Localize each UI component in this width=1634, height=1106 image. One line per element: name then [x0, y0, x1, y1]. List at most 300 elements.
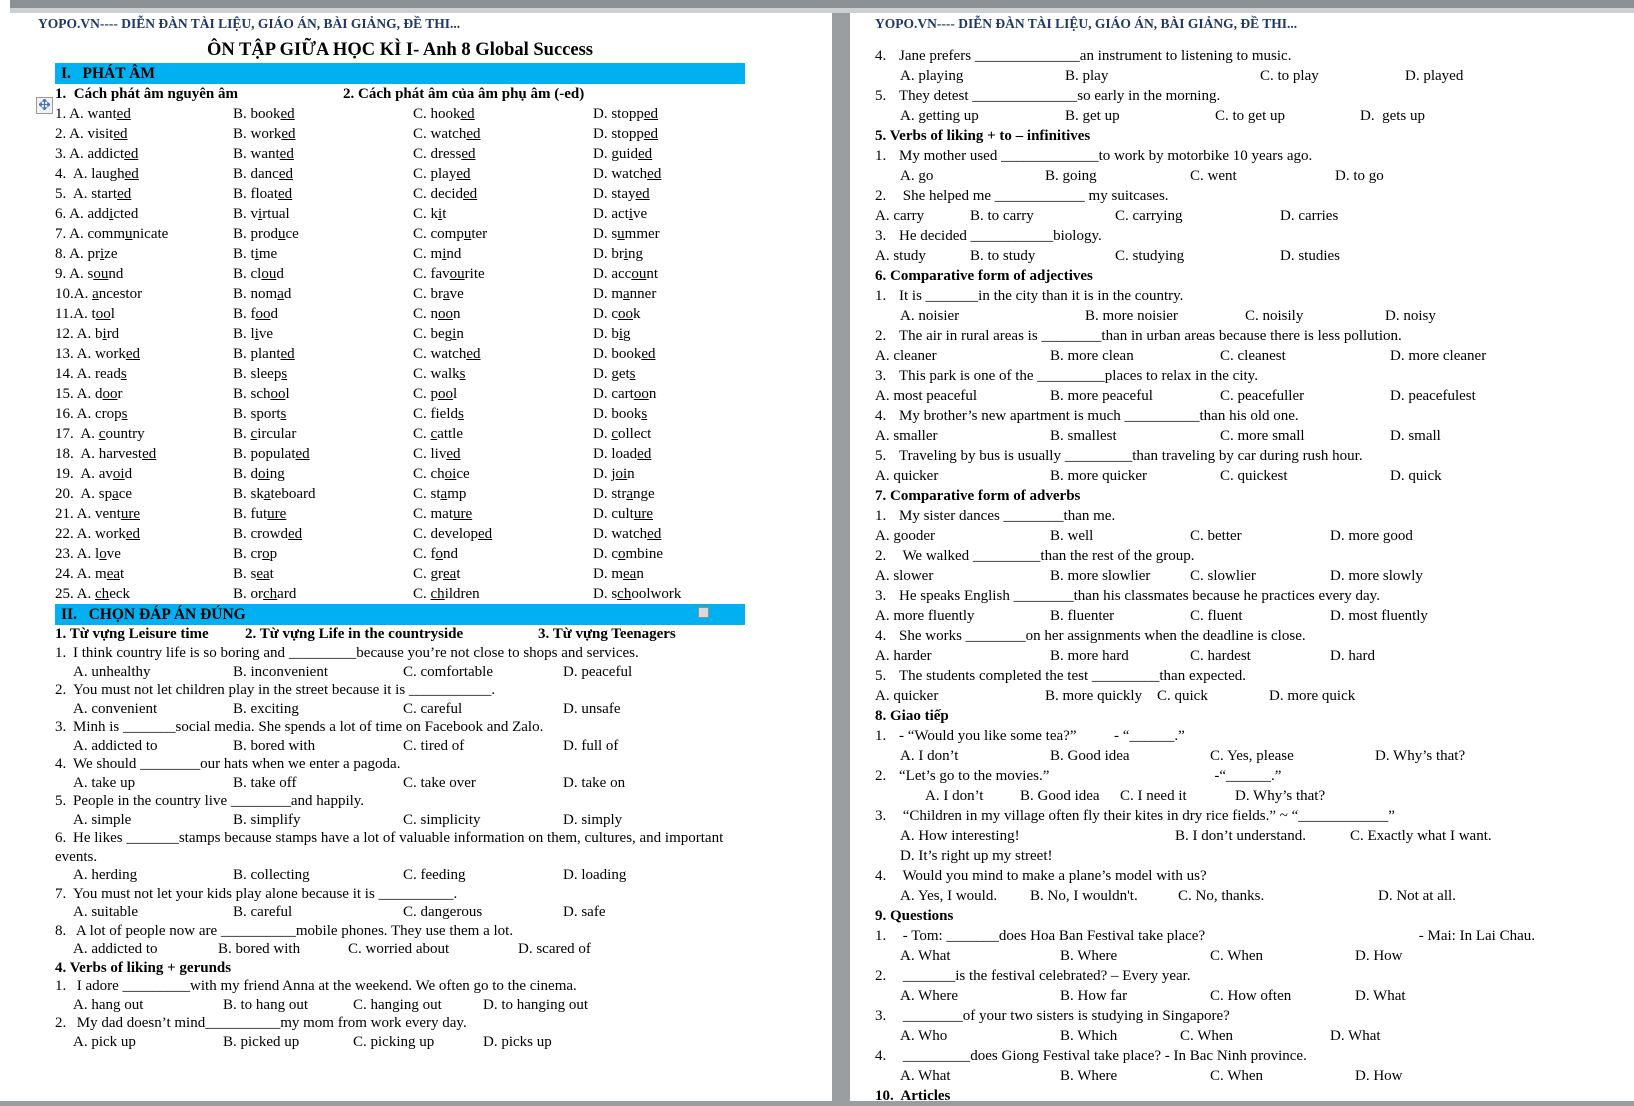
option: A. quicker — [875, 468, 939, 484]
pronunciation-option: C. pool — [413, 386, 458, 402]
question-line — [55, 644, 745, 663]
option: D. loading — [563, 867, 627, 883]
pronunciation-option: C. lived — [413, 446, 461, 462]
pronunciation-option: 3. A. addicted — [55, 146, 139, 162]
pronunciation-option: 14. A. reads — [55, 366, 127, 382]
pronunciation-table — [55, 104, 745, 604]
question-number: 3. — [875, 1008, 887, 1024]
options-row — [55, 700, 745, 719]
options-row — [55, 737, 745, 756]
option: A. playing — [900, 68, 964, 84]
question-text: It is _______in the city than it is in the country. — [899, 288, 1184, 304]
question-line — [875, 186, 1535, 206]
question-line — [875, 286, 1535, 306]
question-number: 1. — [875, 288, 887, 304]
pronunciation-option: D. mean — [593, 566, 644, 582]
option: D. hard — [1330, 648, 1375, 664]
question-text: You must not let children play in the street because it is ___________. — [73, 682, 496, 698]
options-row — [875, 1066, 1535, 1086]
pronunciation-option: C. favourite — [413, 266, 485, 282]
question-line — [875, 586, 1535, 606]
question-number: 2. — [55, 1015, 67, 1031]
question-number: 8. — [55, 922, 67, 939]
question-number: 6. — [55, 830, 67, 846]
question-line — [55, 755, 745, 774]
option: A. suitable — [73, 904, 138, 920]
option: C. studying — [1115, 248, 1185, 264]
pronunciation-option: C. children — [413, 586, 480, 602]
option: D. How — [1355, 948, 1403, 964]
option: B. inconvenient — [233, 663, 328, 680]
option: C. picking up — [353, 1033, 435, 1050]
question-text: I adore _________with my friend Anna at the weekend. We often go to the cinema. — [73, 978, 577, 994]
options-row — [875, 606, 1535, 626]
pronunciation-option: B. school — [233, 386, 290, 402]
question-line — [875, 446, 1535, 466]
pronunciation-option: D. account — [593, 266, 658, 282]
pronunciation-option: C. developed — [413, 526, 493, 542]
pronunciation-option: D. stopped — [593, 126, 659, 142]
pronunciation-option: B. orchard — [233, 586, 297, 602]
subheading-leisure: 1. Từ vựng Leisure time — [55, 626, 209, 642]
question-number: 7. — [55, 885, 67, 902]
option: C. to get up — [1215, 108, 1285, 124]
document-header: YOPO.VN---- DIỄN ĐÀN TÀI LIỆU, GIÁO ÁN, BÀI GIẢNG, ĐỀ THI... — [875, 16, 1298, 31]
options-row — [875, 946, 1535, 966]
question-line — [55, 922, 745, 941]
subheading-vowels: 1. Cách phát âm nguyên âm — [55, 86, 238, 102]
question-number: 3. — [875, 228, 887, 244]
option: A. take up — [73, 774, 136, 791]
options-row — [55, 774, 745, 793]
pronunciation-row — [55, 284, 745, 304]
pronunciation-row — [55, 544, 745, 564]
option: A. more fluently — [875, 608, 975, 624]
option: A. How interesting! — [900, 828, 1020, 844]
options-row — [875, 466, 1535, 486]
option: C. careful — [403, 700, 463, 717]
option: B. smallest — [1050, 428, 1117, 444]
options-row — [55, 866, 745, 885]
question-text: _______is the festival celebrated? – Every year. — [899, 968, 1191, 984]
option: D. most fluently — [1330, 608, 1428, 624]
question-line — [875, 966, 1535, 986]
option: B. get up — [1065, 108, 1120, 124]
question-line — [875, 1046, 1535, 1066]
question-line — [55, 681, 745, 700]
option: B. more quickly — [1045, 688, 1143, 704]
option: D. to go — [1335, 168, 1384, 184]
question-text: He decided ___________biology. — [899, 228, 1102, 244]
pronunciation-option: C. fond — [413, 546, 458, 562]
option: B. more hard — [1050, 648, 1129, 664]
option: D. What — [1355, 988, 1406, 1004]
option: A. hang out — [73, 996, 144, 1013]
question-line — [55, 792, 745, 811]
option: C. hanging out — [353, 996, 442, 1013]
pronunciation-row — [55, 204, 745, 224]
question-number: 1. — [55, 645, 67, 661]
option: D. picks up — [483, 1033, 552, 1050]
pronunciation-option: D. stayed — [593, 186, 650, 202]
subsection-heading: 6. Comparative form of adjectives — [875, 268, 1093, 284]
option: B. more noisier — [1085, 308, 1178, 324]
pronunciation-option: 10.A. ancestor — [55, 286, 143, 302]
pronunciation-option: 5. A. started — [55, 186, 132, 202]
pronunciation-row — [55, 484, 745, 504]
question-text: Minh is _______social media. She spends a lot of time on Facebook and Zalo. — [73, 719, 544, 735]
pronunciation-option: C. mature — [413, 506, 473, 522]
option: D. studies — [1280, 248, 1340, 264]
option: D. unsafe — [563, 700, 621, 717]
subsection-heading: 5. Verbs of liking + to – infinitives — [875, 128, 1091, 144]
four-arrow-move-icon — [39, 97, 50, 115]
option: C. No, thanks. — [1178, 888, 1265, 904]
option: B. more slowlier — [1050, 568, 1151, 584]
options-row — [875, 66, 1535, 86]
options-row — [875, 826, 1535, 846]
page-title: ÔN TẬP GIỮA HỌC KÌ I- Anh 8 Global Success — [207, 40, 593, 60]
options-row — [875, 386, 1535, 406]
option: D. safe — [563, 904, 606, 920]
pronunciation-option: 8. A. prize — [55, 246, 118, 262]
option: C. hardest — [1190, 648, 1251, 664]
pronunciation-option: D. loaded — [593, 446, 652, 462]
question-number: 1. — [55, 978, 67, 994]
question-number: 3. — [55, 719, 67, 735]
pronunciation-option: 17. A. country — [55, 426, 145, 442]
option: A. cleaner — [875, 348, 937, 364]
question-number: 2. — [875, 968, 887, 984]
pronunciation-option: B. skateboard — [233, 486, 316, 502]
question-text: They detest ______________so early in the morning. — [899, 88, 1221, 104]
pronunciation-row — [55, 464, 745, 484]
pronunciation-option: B. booked — [233, 106, 295, 122]
phonetics-subheadings — [55, 84, 745, 104]
question-line — [875, 546, 1535, 566]
option: A. study — [875, 248, 926, 264]
pronunciation-option: B. food — [233, 306, 278, 322]
question-line — [875, 86, 1535, 106]
option: D. more quick — [1269, 688, 1356, 704]
question-number: 4. — [875, 48, 887, 64]
pronunciation-option: D. summer — [593, 226, 660, 242]
option: A. herding — [73, 867, 138, 883]
pronunciation-option: 11.A. tool — [55, 306, 115, 322]
option: A. smaller — [875, 428, 938, 444]
pronunciation-row — [55, 424, 745, 444]
pronunciation-row — [55, 584, 745, 604]
option: A. carry — [875, 208, 925, 224]
option: D. small — [1390, 428, 1441, 444]
top-left-corner — [0, 0, 10, 13]
table-resize-handle[interactable] — [698, 607, 709, 618]
option: A. harder — [875, 648, 932, 664]
pronunciation-option: 16. A. crops — [55, 406, 128, 422]
table-move-handle[interactable] — [36, 97, 53, 114]
option: C. fluent — [1190, 608, 1243, 624]
option: D. to hanging out — [483, 996, 588, 1013]
question-text: ________of your two sisters is studying in Singapore? — [899, 1008, 1230, 1024]
subsection-heading: 9. Questions — [875, 908, 954, 924]
question-number: 5. — [875, 448, 887, 464]
question-text: - “Would you like some tea?” - “______.” — [899, 728, 1185, 744]
option: B. How far — [1060, 988, 1128, 1004]
option: B. Where — [1060, 948, 1118, 964]
pronunciation-option: D. watched — [593, 166, 662, 182]
question-line — [55, 718, 745, 737]
option: B. bored with — [233, 737, 316, 754]
option: A. unhealthy — [73, 663, 151, 680]
option: C. better — [1190, 528, 1242, 544]
pronunciation-option: C. walks — [413, 366, 466, 382]
option: A. gooder — [875, 528, 935, 544]
pronunciation-option: 9. A. sound — [55, 266, 124, 282]
option: A. simple — [73, 811, 132, 828]
window-top-bar — [10, 0, 1634, 8]
question-text: “Let’s go to the movies.” -“______.” — [899, 768, 1282, 784]
question-text: I think country life is so boring and _________because you’re not close to shops and services. — [73, 645, 639, 661]
question-number: 2. — [55, 682, 67, 698]
option: A. most peaceful — [875, 388, 978, 404]
option: C. Yes, please — [1210, 748, 1294, 764]
option: C. take over — [403, 774, 476, 791]
question-number: 2. — [875, 188, 887, 204]
option: C. cleanest — [1220, 348, 1286, 364]
document-page-right[interactable] — [850, 13, 1634, 1104]
question-text: Would you mind to make a plane’s model with us? — [899, 868, 1207, 884]
question-number: 4. — [875, 628, 887, 644]
question-text: My brother’s new apartment is much __________than his old one. — [899, 408, 1299, 424]
options-row — [875, 746, 1535, 766]
option: A. noisier — [900, 308, 960, 324]
option: C. quickest — [1220, 468, 1288, 484]
option: C. went — [1190, 168, 1237, 184]
options-row — [55, 996, 745, 1015]
question-line — [875, 46, 1535, 66]
option: D. What — [1330, 1028, 1381, 1044]
options-row — [875, 306, 1535, 326]
question-number: 5. — [55, 793, 67, 809]
pronunciation-option: C. brave — [413, 286, 464, 302]
question-line — [875, 366, 1535, 386]
option: C. tired of — [403, 737, 465, 754]
pronunciation-option: 24. A. meat — [55, 566, 125, 582]
pronunciation-option: B. seat — [233, 566, 274, 582]
pronunciation-option: B. live — [233, 326, 274, 342]
question-text: The air in rural areas is ________than in urban areas because there is less pollution. — [899, 328, 1402, 344]
pronunciation-option: C. stamp — [413, 486, 467, 502]
option: B. to hang out — [223, 996, 308, 1013]
question-right-text: - Mai: In Lai Chau. — [1418, 928, 1535, 944]
option: D. peacefulest — [1390, 388, 1476, 404]
pronunciation-option: B. crowded — [233, 526, 303, 542]
option: D. full of — [563, 737, 619, 754]
question-line — [55, 977, 745, 996]
option: C. I need it — [1120, 788, 1187, 804]
question-text: My sister dances ________than me. — [899, 508, 1116, 524]
pronunciation-option: D. stopped — [593, 106, 659, 122]
pronunciation-option: C. watched — [413, 126, 481, 142]
question-line — [875, 806, 1535, 826]
pronunciation-option: C. noon — [413, 306, 461, 322]
option: C. When — [1180, 1028, 1234, 1044]
pronunciation-option: 7. A. communicate — [55, 226, 169, 242]
option: C. When — [1210, 1068, 1264, 1084]
question-line — [875, 926, 1535, 946]
pronunciation-option: D. books — [593, 406, 648, 422]
question-text: We should ________our hats when we enter a pagoda. — [73, 756, 401, 772]
pronunciation-option: 23. A. love — [55, 546, 121, 562]
option: A. Yes, I would. — [900, 888, 998, 904]
pronunciation-option: 20. A. space — [55, 486, 133, 502]
option: B. bored with — [218, 941, 301, 957]
question-number: 5. — [875, 668, 887, 684]
option: C. worried about — [348, 941, 450, 957]
options-row — [875, 846, 1535, 866]
option: A. convenient — [73, 700, 158, 717]
pronunciation-row — [55, 404, 745, 424]
option: C. quick — [1157, 688, 1208, 704]
pronunciation-option: B. wanted — [233, 146, 294, 162]
pronunciation-option: B. sleeps — [233, 366, 288, 382]
option: B. exciting — [233, 700, 299, 717]
option: A. I don’t — [925, 788, 984, 804]
option: A. pick up — [73, 1033, 136, 1050]
pronunciation-row — [55, 564, 745, 584]
options-row — [875, 686, 1535, 706]
pronunciation-option: B. doing — [233, 466, 285, 482]
pronunciation-option: D. watched — [593, 526, 662, 542]
pronunciation-option: B. cloud — [233, 266, 284, 282]
pronunciation-option: C. computer — [413, 226, 488, 242]
subsection-heading: 7. Comparative form of adverbs — [875, 488, 1081, 504]
pronunciation-option: D. schoolwork — [593, 586, 682, 602]
option: B. careful — [233, 904, 293, 920]
pronunciation-option: B. planted — [233, 346, 295, 362]
option: D. simply — [563, 811, 623, 828]
option: B. well — [1050, 528, 1094, 544]
option: B. more quicker — [1050, 468, 1148, 484]
pronunciation-option: C. watched — [413, 346, 481, 362]
question-number: 2. — [875, 548, 887, 564]
pronunciation-option: D. collect — [593, 426, 652, 442]
subheading-countryside: 2. Từ vựng Life in the countryside — [245, 626, 464, 642]
pronunciation-row — [55, 504, 745, 524]
options-row — [55, 1033, 745, 1052]
pronunciation-row — [55, 264, 745, 284]
option: B. picked up — [223, 1033, 300, 1050]
option: D. It’s right up my street! — [900, 848, 1053, 864]
pronunciation-option: B. virtual — [233, 206, 290, 222]
option: C. slowlier — [1190, 568, 1256, 584]
option: D. Not at all. — [1378, 888, 1456, 904]
question-text: People in the country live ________and happily. — [73, 793, 365, 809]
question-number: 2. — [875, 328, 887, 344]
option: D. How — [1355, 1068, 1403, 1084]
vocabulary-subheadings — [55, 625, 745, 644]
question-text: Traveling by bus is usually _________than traveling by car during rush hour. — [899, 448, 1363, 464]
options-row — [875, 786, 1535, 806]
document-header: YOPO.VN---- DIỄN ĐÀN TÀI LIỆU, GIÁO ÁN, BÀI GIẢNG, ĐỀ THI... — [38, 16, 461, 31]
pronunciation-option: C. cattle — [413, 426, 464, 442]
option: B. collecting — [233, 867, 310, 883]
pronunciation-option: D. gets — [593, 366, 636, 382]
question-number: 4. — [875, 868, 887, 884]
option: D. more slowly — [1330, 568, 1423, 584]
pronunciation-option: C. choice — [413, 466, 470, 482]
pronunciation-option: D. cook — [593, 306, 641, 322]
options-row — [875, 166, 1535, 186]
option: B. more peaceful — [1050, 388, 1153, 404]
option: B. to study — [970, 248, 1036, 264]
pronunciation-option: 25. A. check — [55, 586, 131, 602]
option: D. gets up — [1360, 108, 1425, 124]
pronunciation-option: 4. A. laughed — [55, 166, 139, 182]
question-line — [875, 406, 1535, 426]
option: C. How often — [1210, 988, 1292, 1004]
question-line — [875, 226, 1535, 246]
pronunciation-row — [55, 124, 745, 144]
options-row — [55, 663, 745, 682]
options-row — [55, 903, 745, 922]
option: B. to carry — [970, 208, 1034, 224]
pronunciation-option: C. great — [413, 566, 461, 582]
question-number: 3. — [875, 808, 887, 824]
question-text: My dad doesn’t mind__________my mom from work every day. — [73, 1015, 467, 1031]
options-row — [875, 886, 1535, 906]
question-line — [875, 326, 1535, 346]
question-number: 5. — [875, 88, 887, 104]
pronunciation-option: B. nomad — [233, 286, 292, 302]
pronunciation-row — [55, 104, 745, 124]
options-row — [875, 646, 1535, 666]
option: D. more good — [1330, 528, 1413, 544]
pronunciation-row — [55, 384, 745, 404]
question-number: 4. — [875, 1048, 887, 1064]
question-text: The students completed the test _________than expected. — [899, 668, 1246, 684]
pronunciation-row — [55, 224, 745, 244]
question-line — [875, 506, 1535, 526]
option: A. getting up — [900, 108, 979, 124]
question-line — [875, 666, 1535, 686]
question-number: 4. — [55, 756, 67, 772]
question-number: 1. — [875, 728, 887, 744]
option: C. simplicity — [403, 811, 481, 828]
option: C. dangerous — [403, 904, 483, 920]
pronunciation-option: D. combine — [593, 546, 663, 562]
question-line — [875, 146, 1535, 166]
option: A. Who — [900, 1028, 948, 1044]
question-line — [55, 1014, 745, 1033]
question-text: Jane prefers ______________an instrument to listening to music. — [899, 48, 1292, 64]
pronunciation-row — [55, 184, 745, 204]
right-page-content — [850, 13, 1634, 1106]
pronunciation-option: D. culture — [593, 506, 653, 522]
option: A. I don’t — [900, 748, 959, 764]
option: B. Which — [1060, 1028, 1118, 1044]
option: C. comfortable — [403, 663, 493, 680]
pronunciation-option: 13. A. worked — [55, 346, 141, 362]
document-page-left[interactable] — [0, 13, 832, 1101]
left-questions — [55, 644, 745, 1051]
pronunciation-option: C. decided — [413, 186, 478, 202]
section-bar-multiple-choice: II. CHỌN ĐÁP ÁN ĐÚNG — [55, 604, 745, 625]
option: D. take on — [563, 774, 626, 791]
question-text: She helped me ____________ my suitcases. — [899, 188, 1169, 204]
question-line — [875, 766, 1535, 786]
option: C. Exactly what I want. — [1350, 828, 1492, 844]
